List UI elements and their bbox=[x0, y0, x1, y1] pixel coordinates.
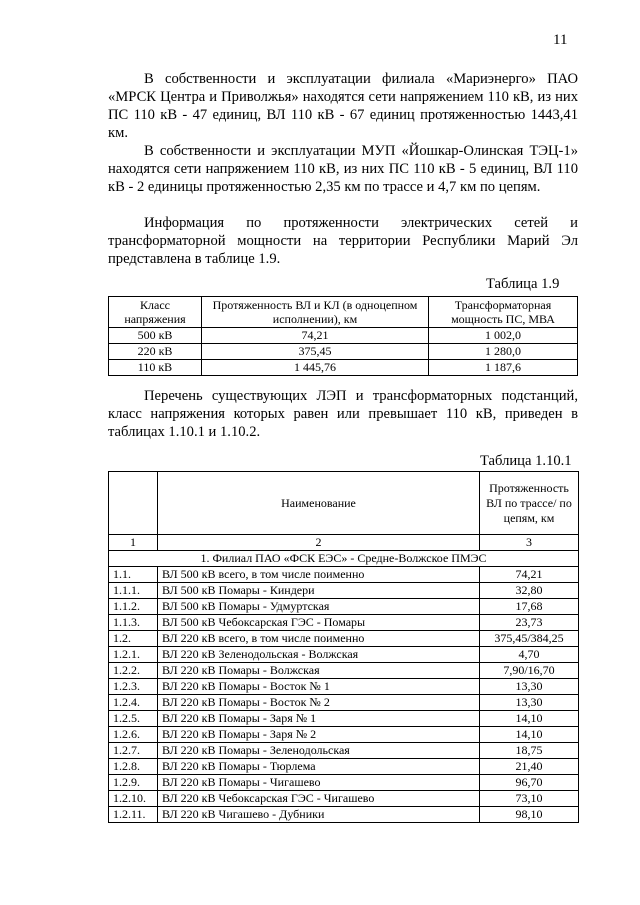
line-name: ВЛ 500 кВ Помары - Киндери bbox=[158, 583, 480, 599]
line-name: ВЛ 220 кВ Помары - Восток № 1 bbox=[158, 679, 480, 695]
table-row bbox=[109, 647, 579, 663]
line-name: ВЛ 500 кВ Помары - Удмуртская bbox=[158, 599, 480, 615]
row-number: 1.2.4. bbox=[109, 695, 158, 711]
table-row bbox=[109, 743, 579, 759]
table-row bbox=[109, 615, 579, 631]
column-number: 3 bbox=[480, 535, 579, 551]
line-name: ВЛ 500 кВ всего, в том числе поименно bbox=[158, 567, 480, 583]
row-number: 1.2.10. bbox=[109, 791, 158, 807]
line-length: 74,21 bbox=[480, 567, 579, 583]
line-length: 375,45/384,25 bbox=[480, 631, 579, 647]
row-number: 1.2.2. bbox=[109, 663, 158, 679]
line-length: 7,90/16,70 bbox=[480, 663, 579, 679]
row-number: 1.1.3. bbox=[109, 615, 158, 631]
table-row bbox=[109, 360, 578, 376]
table-header-row bbox=[109, 472, 579, 535]
line-length: 14,10 bbox=[480, 711, 579, 727]
table-row bbox=[109, 711, 579, 727]
table-1-10-1-caption: Таблица 1.10.1 bbox=[480, 453, 572, 469]
header-name: Наименование bbox=[158, 472, 480, 535]
table-cell: 1 445,76 bbox=[202, 360, 429, 376]
paragraph-tec1: В собственности и эксплуатации МУП «Йошкар-Олинская ТЭЦ-1» находятся сети напряжением 110 кВ, из них ПС 110 кВ - 5 единиц, ВЛ 110 кВ - 2 единицы протяженностью 2,35 км по трассе и 4,7 км по цепям. bbox=[108, 143, 578, 195]
line-name: ВЛ 220 кВ Чебоксарская ГЭС - Чигашево bbox=[158, 791, 480, 807]
header-number bbox=[109, 472, 158, 535]
line-length: 4,70 bbox=[480, 647, 579, 663]
row-number: 1.1.1. bbox=[109, 583, 158, 599]
row-number: 1.1. bbox=[109, 567, 158, 583]
row-number: 1.1.2. bbox=[109, 599, 158, 615]
paragraph-list-intro: Перечень существующих ЛЭП и трансформаторных подстанций, класс напряжения которых равен или превышает 110 кВ, приведен в таблицах 1.10.1 и 1.10.2. bbox=[108, 388, 578, 440]
row-number: 1.2.7. bbox=[109, 743, 158, 759]
table-cell: 74,21 bbox=[202, 328, 429, 344]
line-name: ВЛ 220 кВ Помары - Чигашево bbox=[158, 775, 480, 791]
row-number: 1.2.3. bbox=[109, 679, 158, 695]
section-title: 1. Филиал ПАО «ФСК ЕЭС» - Средне-Волжское ПМЭС bbox=[109, 551, 579, 567]
line-length: 98,10 bbox=[480, 807, 579, 823]
row-number: 1.2.11. bbox=[109, 807, 158, 823]
column-number: 1 bbox=[109, 535, 158, 551]
line-name: ВЛ 220 кВ Помары - Заря № 1 bbox=[158, 711, 480, 727]
table-row bbox=[109, 567, 579, 583]
header-voltage-class: Класс напряжения bbox=[109, 297, 202, 328]
line-name: ВЛ 220 кВ Помары - Восток № 2 bbox=[158, 695, 480, 711]
table-header-row bbox=[109, 297, 578, 328]
table-row bbox=[109, 583, 579, 599]
line-name: ВЛ 220 кВ Чигашево - Дубники bbox=[158, 807, 480, 823]
line-length: 13,30 bbox=[480, 695, 579, 711]
table-row bbox=[109, 679, 579, 695]
line-length: 23,73 bbox=[480, 615, 579, 631]
row-number: 1.2.8. bbox=[109, 759, 158, 775]
header-transformer-power: Трансформаторная мощность ПС, МВА bbox=[429, 297, 578, 328]
line-name: ВЛ 220 кВ Зеленодольская - Волжская bbox=[158, 647, 480, 663]
table-1-10-1 bbox=[108, 471, 579, 823]
paragraph-info: Информация по протяженности электрических сетей и трансформаторной мощности на территории Республики Марий Эл представлена в таблице 1.9. bbox=[108, 215, 578, 267]
section-row bbox=[109, 551, 579, 567]
row-number: 1.2.5. bbox=[109, 711, 158, 727]
line-length: 96,70 bbox=[480, 775, 579, 791]
table-row bbox=[109, 663, 579, 679]
column-number-row bbox=[109, 535, 579, 551]
table-cell: 1 187,6 bbox=[429, 360, 578, 376]
line-length: 32,80 bbox=[480, 583, 579, 599]
row-number: 1.2. bbox=[109, 631, 158, 647]
table-1-9 bbox=[108, 296, 578, 376]
table-row bbox=[109, 599, 579, 615]
line-length: 73,10 bbox=[480, 791, 579, 807]
line-length: 13,30 bbox=[480, 679, 579, 695]
column-number: 2 bbox=[158, 535, 480, 551]
table-row bbox=[109, 631, 579, 647]
paragraph-mariyenergo: В собственности и эксплуатации филиала «Мариэнерго» ПАО «МРСК Центра и Приволжья» находятся сети напряжением 110 кВ, из них ПС 110 кВ - 47 единиц, ВЛ 110 кВ - 67 единиц протяженностью 1443,41 км. bbox=[108, 71, 578, 141]
line-length: 14,10 bbox=[480, 727, 579, 743]
table-body bbox=[109, 567, 579, 823]
page-number: 11 bbox=[553, 32, 568, 48]
table-row bbox=[109, 344, 578, 360]
row-number: 1.2.1. bbox=[109, 647, 158, 663]
table-row bbox=[109, 727, 579, 743]
table-cell: 500 кВ bbox=[109, 328, 202, 344]
line-length: 21,40 bbox=[480, 759, 579, 775]
table-row bbox=[109, 775, 579, 791]
table-cell: 220 кВ bbox=[109, 344, 202, 360]
line-name: ВЛ 500 кВ Чебоксарская ГЭС - Помары bbox=[158, 615, 480, 631]
header-line-length: Протяженность ВЛ и КЛ (в одноцепном исполнении), км bbox=[202, 297, 429, 328]
table-row bbox=[109, 759, 579, 775]
line-name: ВЛ 220 кВ Помары - Зеленодольская bbox=[158, 743, 480, 759]
table-row bbox=[109, 791, 579, 807]
line-name: ВЛ 220 кВ всего, в том числе поименно bbox=[158, 631, 480, 647]
table-cell: 110 кВ bbox=[109, 360, 202, 376]
table-1-9-caption: Таблица 1.9 bbox=[486, 276, 560, 292]
table-row bbox=[109, 807, 579, 823]
line-name: ВЛ 220 кВ Помары - Тюрлема bbox=[158, 759, 480, 775]
header-length: Протяженность ВЛ по трассе/ по цепям, км bbox=[480, 472, 579, 535]
line-length: 17,68 bbox=[480, 599, 579, 615]
line-name: ВЛ 220 кВ Помары - Волжская bbox=[158, 663, 480, 679]
line-length: 18,75 bbox=[480, 743, 579, 759]
line-name: ВЛ 220 кВ Помары - Заря № 2 bbox=[158, 727, 480, 743]
table-cell: 1 002,0 bbox=[429, 328, 578, 344]
table-cell: 375,45 bbox=[202, 344, 429, 360]
table-row bbox=[109, 328, 578, 344]
row-number: 1.2.6. bbox=[109, 727, 158, 743]
row-number: 1.2.9. bbox=[109, 775, 158, 791]
table-cell: 1 280,0 bbox=[429, 344, 578, 360]
table-row bbox=[109, 695, 579, 711]
